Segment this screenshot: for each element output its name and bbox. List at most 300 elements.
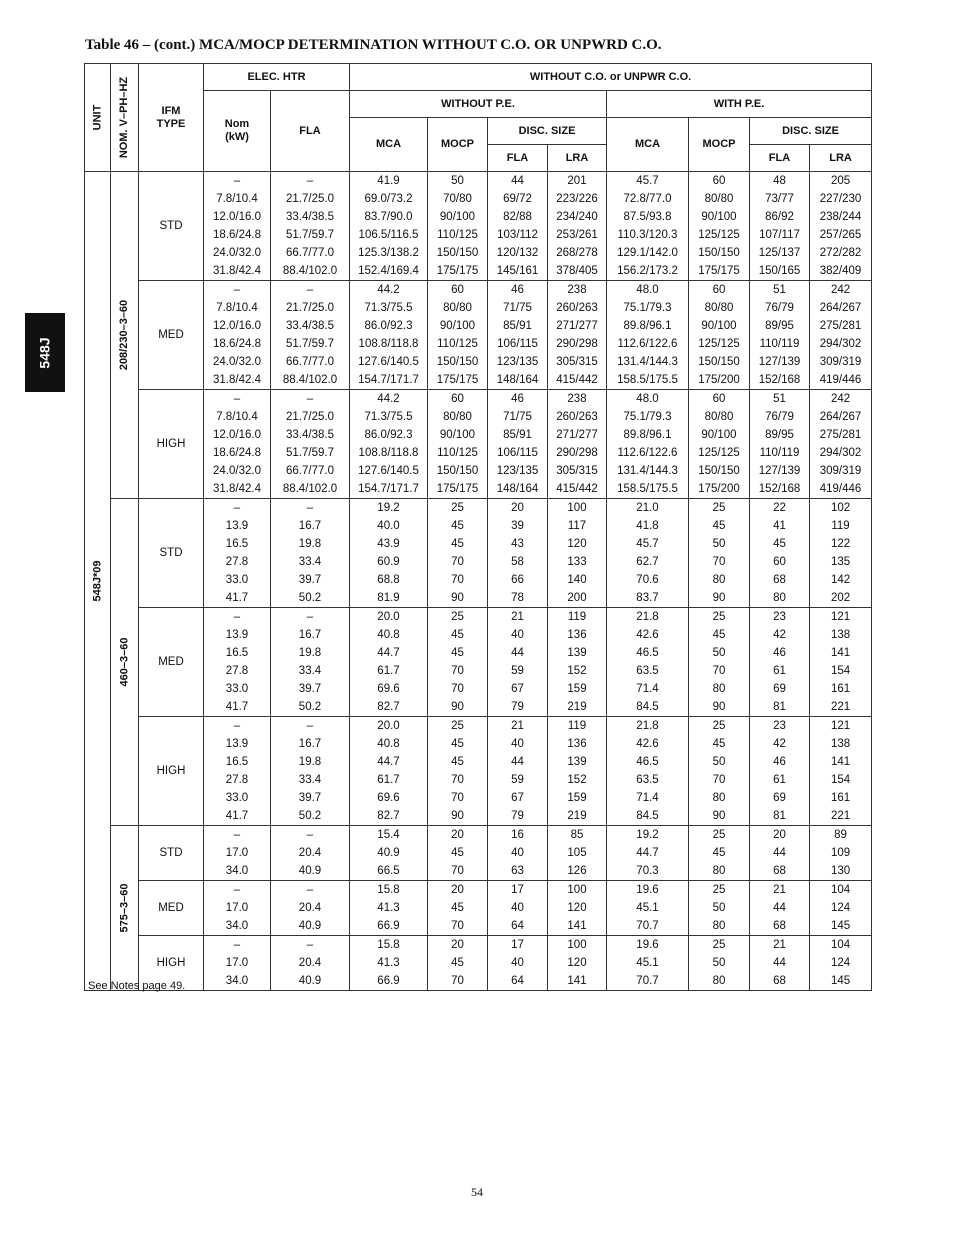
value-line: 175/175 [436,374,479,386]
value-line: 40 [511,629,524,641]
value-line: 40.9 [298,865,322,877]
value-line: 89 [834,829,847,841]
value-line: 70 [712,774,726,786]
value-line: 125/125 [698,338,740,350]
value-line: – [306,720,314,732]
value-line: 46 [773,756,786,768]
value-line: 69.0/73.2 [364,193,413,205]
value-line: 16.5 [225,756,249,768]
value-cell [428,717,488,826]
value-cell [689,881,750,936]
value-line: 45 [712,847,726,859]
value-line: 51.7/59.7 [286,447,334,459]
value-line: 50 [712,756,726,768]
value-line: 39.7 [298,574,322,586]
value-line: 18.6/24.8 [213,338,261,350]
value-line: 175/175 [698,265,740,277]
value-line: 17 [511,884,524,896]
value-line: 51 [773,284,786,296]
value-line: 108.8/118.8 [358,338,419,350]
header-ifm-type: IFM TYPE [139,64,204,172]
value-line: 120 [567,902,587,914]
value-line: 126 [567,865,587,877]
value-line: 23 [773,611,786,623]
value-line: 27.8 [225,556,249,568]
value-line: 71.3/75.5 [364,302,413,314]
value-line: 33.0 [225,792,249,804]
value-line: 70.6 [636,574,659,586]
value-cell [204,608,271,717]
value-line: 20 [511,502,524,514]
value-line: 68.8 [377,574,400,586]
value-line: 19.6 [636,884,659,896]
value-line: 7.8/10.4 [216,411,258,423]
value-cell [810,281,872,390]
value-line: 89.8/96.1 [623,320,672,332]
value-line: 234/240 [556,211,598,223]
value-line: 139 [567,756,587,768]
value-line: 66.5 [377,865,400,877]
value-line: 120 [567,957,587,969]
value-line: 175/175 [436,483,479,495]
value-line: 21.8 [636,611,659,623]
value-line: 238 [567,284,587,296]
page-number: 54 [471,1185,483,1199]
header-mocp: MOCP [428,118,488,172]
value-line: 135 [830,556,851,568]
value-line: 50 [712,902,726,914]
value-line: 33.0 [225,574,249,586]
value-line: 18.6/24.8 [213,229,261,241]
value-line: 125/125 [698,229,740,241]
value-line: 66.9 [377,920,400,932]
value-cell [548,499,607,608]
value-line: 70.7 [636,920,659,932]
value-line: 43.9 [377,538,400,550]
value-line: 106/115 [497,338,538,350]
value-line: 24.0/32.0 [213,247,261,259]
value-line: 21 [511,611,524,623]
value-line: 80 [712,865,726,877]
ifm-type-cell: STD [139,826,204,881]
value-line: 70 [451,556,464,568]
value-line: 45.7 [636,538,659,550]
value-line: 45 [451,520,464,532]
value-cell [204,881,271,936]
value-line: 51.7/59.7 [286,338,334,350]
value-cell [488,826,548,881]
value-line: 25 [451,611,464,623]
ifm-type-cell: STD [139,499,204,608]
value-line: 33.4/38.5 [286,429,334,441]
value-line: 69.6 [377,683,400,695]
value-line: 221 [830,810,851,822]
side-tab [25,313,65,392]
value-line: 152/168 [758,483,801,495]
value-line: 106.5/116.5 [358,229,419,241]
value-line: 136 [567,629,587,641]
value-line: 82.7 [377,810,400,822]
value-line: 142 [830,574,851,586]
value-line: 70 [451,975,464,987]
value-line: 201 [567,175,587,187]
value-line: 238 [567,393,587,405]
value-line: 80 [773,592,786,604]
value-cell [428,881,488,936]
value-line: 39 [511,520,524,532]
value-line: 86/92 [765,211,794,223]
value-line: – [233,502,241,514]
value-line: 150/150 [436,465,479,477]
table-row [85,936,872,991]
value-line: – [306,502,314,514]
value-line: 40 [511,847,524,859]
value-line: 85/91 [503,429,532,441]
value-line: 264/267 [819,302,862,314]
value-line: 272/282 [819,247,862,259]
value-line: 44 [511,756,524,768]
value-cell [271,499,350,608]
value-line: 70 [712,665,726,677]
value-line: 83.7/90.0 [364,211,413,223]
value-line: 294/302 [819,338,862,350]
value-line: 61 [773,665,786,677]
ifm-type-cell: HIGH [139,936,204,991]
value-line: 175/200 [698,374,740,386]
value-line: 75.1/79.3 [623,302,672,314]
header-disc-lra: LRA [548,145,607,172]
value-cell [750,390,810,499]
value-line: 104 [830,939,851,951]
value-cell [350,717,428,826]
value-cell [750,281,810,390]
value-line: 88.4/102.0 [282,374,338,386]
value-line: 13.9 [225,629,249,641]
value-line: 154.7/171.7 [358,374,419,386]
value-line: 70 [451,774,464,786]
value-cell [810,390,872,499]
value-line: 309/319 [819,356,862,368]
value-line: – [306,939,314,951]
value-line: 41.3 [377,957,400,969]
value-line: 60 [712,175,726,187]
value-line: 227/230 [819,193,862,205]
value-line: 305/315 [556,356,598,368]
value-line: 86.0/92.3 [364,320,413,332]
value-line: 25 [712,611,726,623]
value-line: 161 [830,792,851,804]
value-line: 107/117 [759,229,800,241]
value-line: 64 [511,975,524,987]
value-line: 415/442 [556,374,598,386]
value-line: 45 [712,738,726,750]
value-cell [271,881,350,936]
value-cell [488,172,548,281]
ifm-type-cell: MED [139,281,204,390]
value-line: 80/80 [704,302,734,314]
value-line: 33.0 [225,683,249,695]
value-line: 90/100 [439,429,476,441]
value-cell [271,281,350,390]
ifm-type-cell: STD [139,172,204,281]
value-cell [607,499,689,608]
table-row [85,499,872,608]
value-line: 129.1/142.0 [617,247,678,259]
value-line: 34.0 [225,975,249,987]
value-line: 66.7/77.0 [286,356,334,368]
value-line: 127.6/140.5 [358,356,419,368]
value-line: 59 [511,774,524,786]
value-line: 100 [567,884,587,896]
value-line: 33.4 [298,774,322,786]
value-line: 81.9 [377,592,400,604]
value-cell [271,826,350,881]
value-cell [750,499,810,608]
value-line: 40.9 [298,975,322,987]
value-line: 67 [511,792,524,804]
value-cell [548,717,607,826]
header-with-pe: WITH P.E. [607,91,872,118]
header-disc-fla: FLA [488,145,548,172]
value-cell [548,826,607,881]
value-line: 152 [567,774,587,786]
value-line: 13.9 [225,520,249,532]
value-line: 221 [830,701,851,713]
value-line: 48.0 [636,393,659,405]
value-cell [689,499,750,608]
value-line: 73/77 [765,193,794,205]
value-line: 109 [830,847,851,859]
value-line: 16.7 [298,520,322,532]
value-cell [548,281,607,390]
value-line: 12.0/16.0 [213,320,261,332]
table-row [85,826,872,881]
table-row [85,608,872,717]
value-line: 260/263 [556,302,598,314]
value-line: – [233,175,241,187]
value-line: 63 [511,865,524,877]
value-line: 44.7 [377,647,400,659]
value-line: 415/442 [556,483,598,495]
value-line: 71.3/75.5 [364,411,413,423]
value-line: 20 [773,829,786,841]
value-line: 21.7/25.0 [286,193,334,205]
value-line: 34.0 [225,920,249,932]
value-line: 90/100 [701,429,737,441]
value-line: 70 [451,574,464,586]
value-line: 27.8 [225,774,249,786]
value-line: 42.6 [636,738,659,750]
value-line: 31.8/42.4 [213,483,261,495]
value-line: 141 [830,647,851,659]
value-line: 70/80 [443,193,472,205]
value-line: 112.6/122.6 [617,338,678,350]
value-line: 50.2 [298,592,322,604]
value-line: 69.6 [377,792,400,804]
value-line: 70.3 [636,865,659,877]
value-line: 60 [451,393,464,405]
value-line: 90 [451,810,464,822]
value-line: 150/150 [698,247,740,259]
value-line: 44 [773,847,786,859]
value-line: 50.2 [298,701,322,713]
value-line: 19.8 [298,647,322,659]
header-mca: MCA [350,118,428,172]
value-cell [271,936,350,991]
value-line: 148/164 [496,483,539,495]
table-row [85,390,872,499]
value-line: 50.2 [298,810,322,822]
value-line: – [306,884,314,896]
value-line: 123/135 [496,356,539,368]
value-line: 45 [451,957,464,969]
value-line: 90/100 [439,320,476,332]
value-line: 253/261 [556,229,598,241]
value-line: 80/80 [443,411,472,423]
value-line: 124 [830,957,851,969]
value-line: 67 [511,683,524,695]
value-line: 145 [830,920,851,932]
ifm-type-cell: MED [139,881,204,936]
value-line: 271/277 [556,320,598,332]
value-line: 130 [830,865,851,877]
value-line: 123/135 [496,465,539,477]
value-line: 70.7 [636,975,659,987]
header-pe-mocp: MOCP [689,118,750,172]
value-line: 17.0 [225,957,249,969]
value-cell [488,881,548,936]
unit-model-cell: 548J*09 [85,172,111,991]
value-line: 150/150 [436,356,479,368]
value-line: 159 [567,683,587,695]
value-line: – [306,175,314,187]
value-line: 85/91 [503,320,532,332]
value-line: 268/278 [556,247,598,259]
value-line: 106/115 [497,447,538,459]
mca-mocp-table [84,63,872,991]
value-line: 33.4 [298,556,322,568]
value-line: 59 [511,665,524,677]
value-line: 41.9 [377,175,400,187]
value-line: 260/263 [556,411,598,423]
value-line: 70 [451,920,464,932]
value-cell [428,608,488,717]
value-line: 46 [511,393,524,405]
value-line: 69 [773,792,786,804]
value-line: 25 [451,720,464,732]
value-line: 60 [712,393,726,405]
value-line: 110.3/120.3 [617,229,678,241]
value-line: 46 [511,284,524,296]
value-line: 80 [712,792,726,804]
value-line: 61 [773,774,786,786]
value-cell [689,172,750,281]
value-cell [488,281,548,390]
value-line: 46.5 [636,647,659,659]
value-line: 70 [451,683,464,695]
header-elec-htr: ELEC. HTR [204,64,350,91]
value-line: 43 [511,538,524,550]
value-line: 110/125 [437,338,478,350]
value-line: 150/150 [698,465,740,477]
value-line: 90/100 [701,211,737,223]
value-line: 40.0 [377,520,400,532]
value-cell [428,281,488,390]
value-line: 158.5/175.5 [617,374,678,386]
value-line: 175/175 [436,265,479,277]
value-line: 141 [567,920,587,932]
value-line: 205 [830,175,851,187]
value-line: 154.7/171.7 [358,483,419,495]
value-line: 45.7 [636,175,659,187]
value-line: 90 [451,592,464,604]
value-line: 25 [712,829,726,841]
value-line: – [233,393,241,405]
value-line: 41.7 [225,701,249,713]
value-line: 119 [567,720,587,732]
value-line: 141 [567,975,587,987]
value-line: 80 [712,574,726,586]
ifm-type-cell: HIGH [139,717,204,826]
value-line: 70 [451,792,464,804]
value-line: 58 [511,556,524,568]
value-line: 42 [773,629,786,641]
value-line: 309/319 [819,465,862,477]
value-line: 219 [567,810,587,822]
value-line: 20.4 [298,847,322,859]
value-line: 138 [830,738,851,750]
value-line: 66.9 [377,975,400,987]
value-cell [810,172,872,281]
value-line: – [233,939,241,951]
value-line: 161 [830,683,851,695]
value-cell [689,936,750,991]
value-cell [810,881,872,936]
value-line: 150/150 [436,247,479,259]
value-line: 69 [773,683,786,695]
value-line: 152.4/169.4 [358,265,419,277]
value-line: 41.7 [225,592,249,604]
header-htr-fla: FLA [271,91,350,172]
value-cell [810,499,872,608]
value-cell [607,826,689,881]
value-cell [428,826,488,881]
value-line: 80 [712,975,726,987]
value-line: 419/446 [819,483,862,495]
value-line: 33.4 [298,665,322,677]
table-row [85,717,872,826]
value-cell [271,172,350,281]
value-cell [607,390,689,499]
value-line: 20 [451,884,464,896]
value-line: 152/168 [758,374,801,386]
value-line: 25 [712,720,726,732]
value-line: 16.5 [225,538,249,550]
value-line: 44 [773,957,786,969]
value-cell [350,608,428,717]
value-cell [548,881,607,936]
value-line: 64 [511,920,524,932]
value-line: 80 [712,683,726,695]
voltage-cell: 460–3–60 [111,499,139,826]
value-line: 19.6 [636,939,659,951]
value-line: 87.5/93.8 [623,211,672,223]
value-line: 305/315 [556,465,598,477]
value-cell [204,172,271,281]
value-line: 40.8 [377,738,400,750]
value-line: 80/80 [443,302,472,314]
header-pe-disc-fla: FLA [750,145,810,172]
